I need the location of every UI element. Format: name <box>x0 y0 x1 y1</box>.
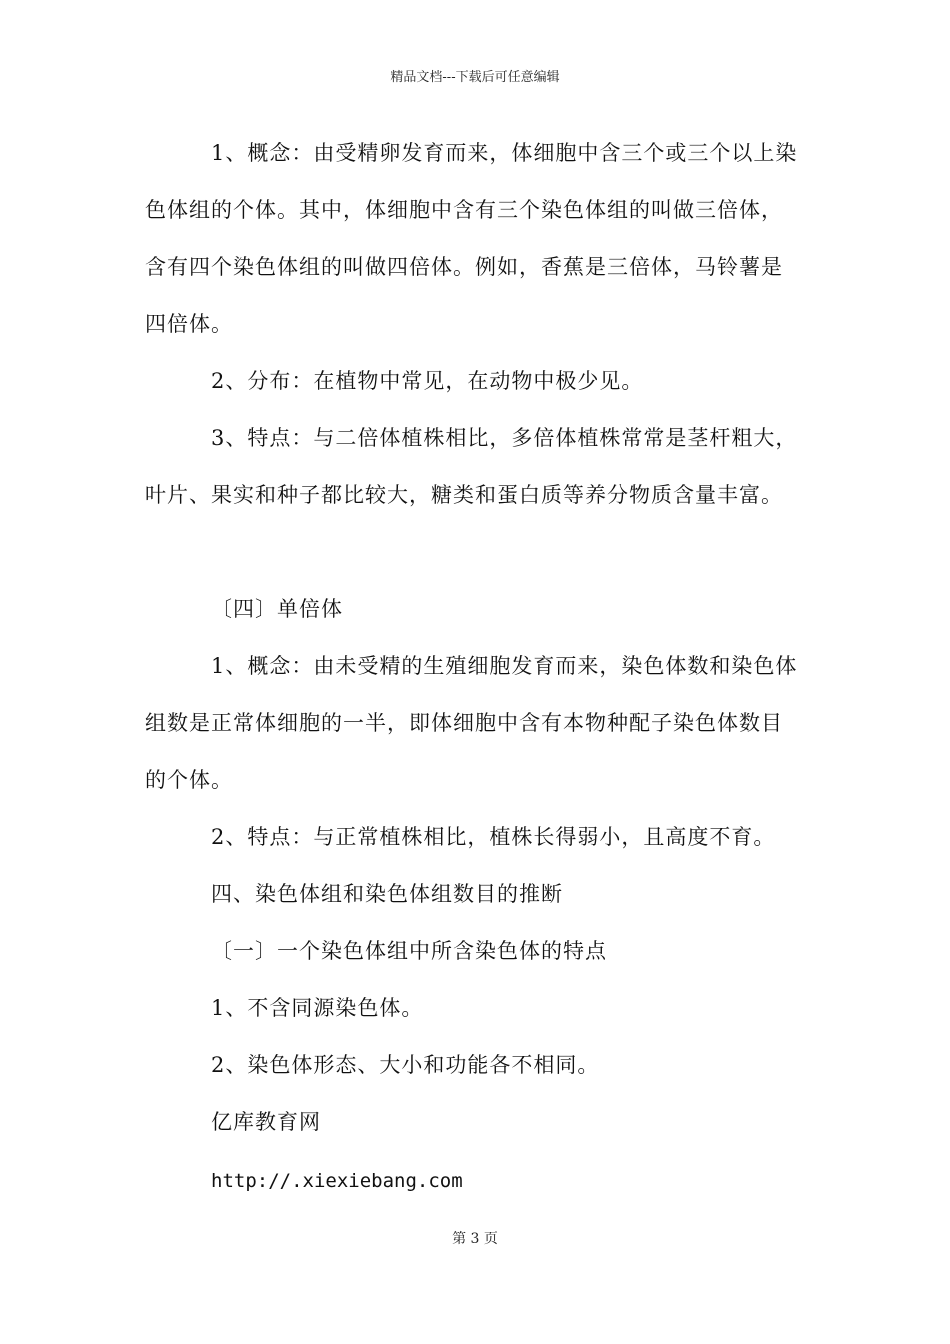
haploid-concept-line-3: 的个体。 <box>145 768 233 792</box>
page-number: 第 3 页 <box>452 1231 498 1247</box>
haploid-features: 2、特点：与正常植株相比，植株长得弱小，且高度不育。 <box>211 825 776 849</box>
page-header: 精品文档---下载后可任意编辑 <box>390 70 560 85</box>
feature-item-2: 2、染色体形态、大小和功能各不相同。 <box>211 1053 600 1077</box>
subsection-one-heading: 〔一〕一个染色体组中所含染色体的特点 <box>211 939 607 963</box>
polyploid-distribution: 2、分布：在植物中常见，在动物中极少见。 <box>211 369 644 393</box>
website-name: 亿库教育网 <box>211 1110 321 1134</box>
polyploid-features-line-1: 3、特点：与二倍体植株相比，多倍体植株常常是茎杆粗大， <box>211 426 798 450</box>
polyploid-concept-line-3: 含有四个染色体组的叫做四倍体。例如，香蕉是三倍体，马铃薯是 <box>145 255 783 279</box>
website-url-link[interactable]: http://.xiexiebang.com <box>211 1170 463 1192</box>
polyploid-features-line-2: 叶片、果实和种子都比较大，糖类和蛋白质等养分物质含量丰富。 <box>145 483 783 507</box>
section-four-heading: 四、染色体组和染色体组数目的推断 <box>211 882 563 906</box>
polyploid-concept-line-4: 四倍体。 <box>145 312 233 336</box>
haploid-heading: 〔四〕单倍体 <box>211 597 343 621</box>
haploid-concept-line-2: 组数是正常体细胞的一半，即体细胞中含有本物种配子染色体数目 <box>145 711 783 735</box>
feature-item-1: 1、不含同源染色体。 <box>211 996 424 1020</box>
polyploid-concept-line-2: 色体组的个体。其中，体细胞中含有三个染色体组的叫做三倍体， <box>145 198 783 222</box>
haploid-concept-line-1: 1、概念：由未受精的生殖细胞发育而来，染色体数和染色体 <box>211 654 798 678</box>
polyploid-concept-line-1: 1、概念：由受精卵发育而来，体细胞中含三个或三个以上染 <box>211 141 798 165</box>
